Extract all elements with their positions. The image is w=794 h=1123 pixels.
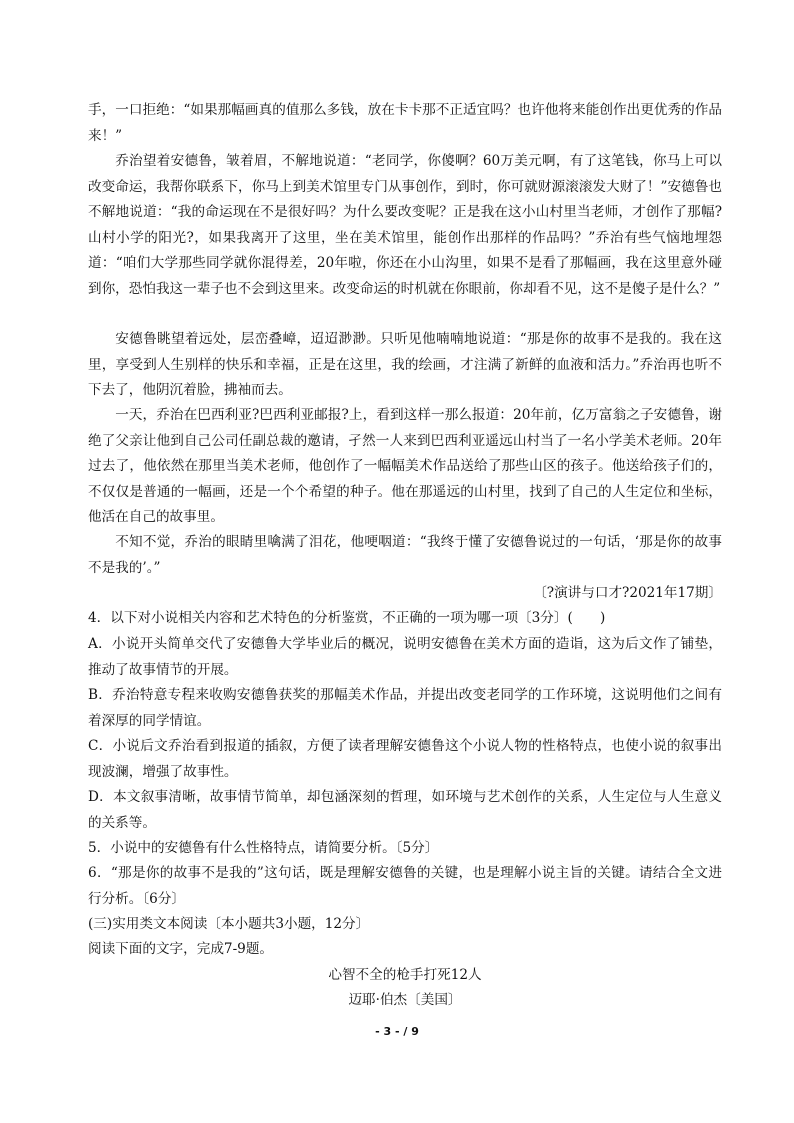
question-4-option-d: D．本文叙事清晰，故事情节简单，却包涵深刻的哲理，如环境与艺术创作的关系，人生定位与人生意义的关系等。	[88, 789, 722, 831]
story-paragraph-3: 安德鲁眺望着远处，层峦叠嶂，迢迢渺渺。只听见他喃喃地说道：“那是你的故事不是我的。我在这里，享受到人生别样的快乐和幸福，正是在这里，我的绘画，才注满了新鲜的血液和活力。”乔治再也听不下去了，他阴沉着脸，拂袖而去。	[88, 331, 722, 398]
reading-instruction: 阅读下面的文字，完成7-9题。	[88, 941, 274, 957]
story-source: 〔?演讲与口才?2021年17期〕	[533, 585, 722, 601]
story-paragraph-4: 一天，乔治在巴西利亚?巴西利亚邮报?上，看到这样一那么报道：20年前，亿万富翁之子安德鲁，谢绝了父亲让他到自己公司任副总裁的邀请，孑然一人来到巴西利亚遥远山村当了一名小学美术老师。20年过去了，他依然在那里当美术老师，他创作了一幅幅美术作品送给了那些山区的孩子。他送给孩子们的，不仅仅是普通的一幅画，还是一个个希望的种子。他在那遥远的山村里，找到了自己的人生定位和坐标，他活在自己的故事里。	[88, 407, 722, 525]
story-paragraph-5: 不知不觉，乔治的眼睛里噙满了泪花，他哽咽道：“我终于懂了安德鲁说过的一句话，‘那是你的故事不是我的’。”	[88, 534, 722, 576]
question-5: 5．小说中的安德鲁有什么性格特点，请简要分析。〔5分〕	[88, 840, 439, 856]
page-number: - 3 - / 9	[375, 1025, 419, 1038]
story-paragraph-1: 手，一口拒绝：“如果那幅画真的值那么多钱，放在卡卡那不正适宜吗？也许他将来能创作出更优秀的作品来！”	[88, 102, 722, 144]
question-6: 6．“那是你的故事不是我的”这句话，既是理解安德鲁的关键，也是理解小说主旨的关键。请结合全文进行分析。〔6分〕	[88, 865, 722, 907]
question-4: 4．以下对小说相关内容和艺术特色的分析鉴赏，不正确的一项为哪一项〔3分〕( )	[88, 610, 606, 626]
question-4-option-c: C．小说后文乔治看到报道的插叙，方便了读者理解安德鲁这个小说人物的性格特点，也使小说的叙事出现波澜，增强了故事性。	[88, 738, 722, 780]
question-4-option-b: B．乔治特意专程来收购安德鲁获奖的那幅美术作品，并提出改变老同学的工作环境，这说明他们之间有着深厚的同学情谊。	[88, 687, 722, 729]
article-author: 迈耶·伯杰〔美国〕	[348, 992, 462, 1008]
story-paragraph-2: 乔治望着安德鲁，皱着眉，不解地说道：“老同学，你傻啊？60万美元啊，有了这笔钱，你马上可以改变命运，我帮你联系下，你马上到美术馆里专门从事创作，到时，你可就财源滚滚发大财了！”安德鲁也不解地说道：“我的命运现在不是很好吗？为什么要改变呢？正是我在这小山村里当老师，才创作了那幅?山村小学的阳光?，如果我离开了这里，坐在美术馆里，能创作出那样的作品吗？”乔治有些气恼地埋怨道：“咱们大学那些同学就你混得差，20年啦，你还在小山沟里，如果不是看了那幅画，我在这里意外碰到你，恐怕我这一辈子也不会到这里来。改变命运的时机就在你眼前，你却看不见，这不是傻子是什么？”	[88, 153, 722, 297]
question-4-option-a: A．小说开头简单交代了安德鲁大学毕业后的概况，说明安德鲁在美术方面的造诣，这为后文作了铺垫，推动了故事情节的开展。	[88, 636, 722, 678]
section-heading: (三)实用类文本阅读〔本小题共3小题，12分〕	[88, 916, 370, 932]
article-title: 心智不全的枪手打死12人	[328, 967, 482, 983]
